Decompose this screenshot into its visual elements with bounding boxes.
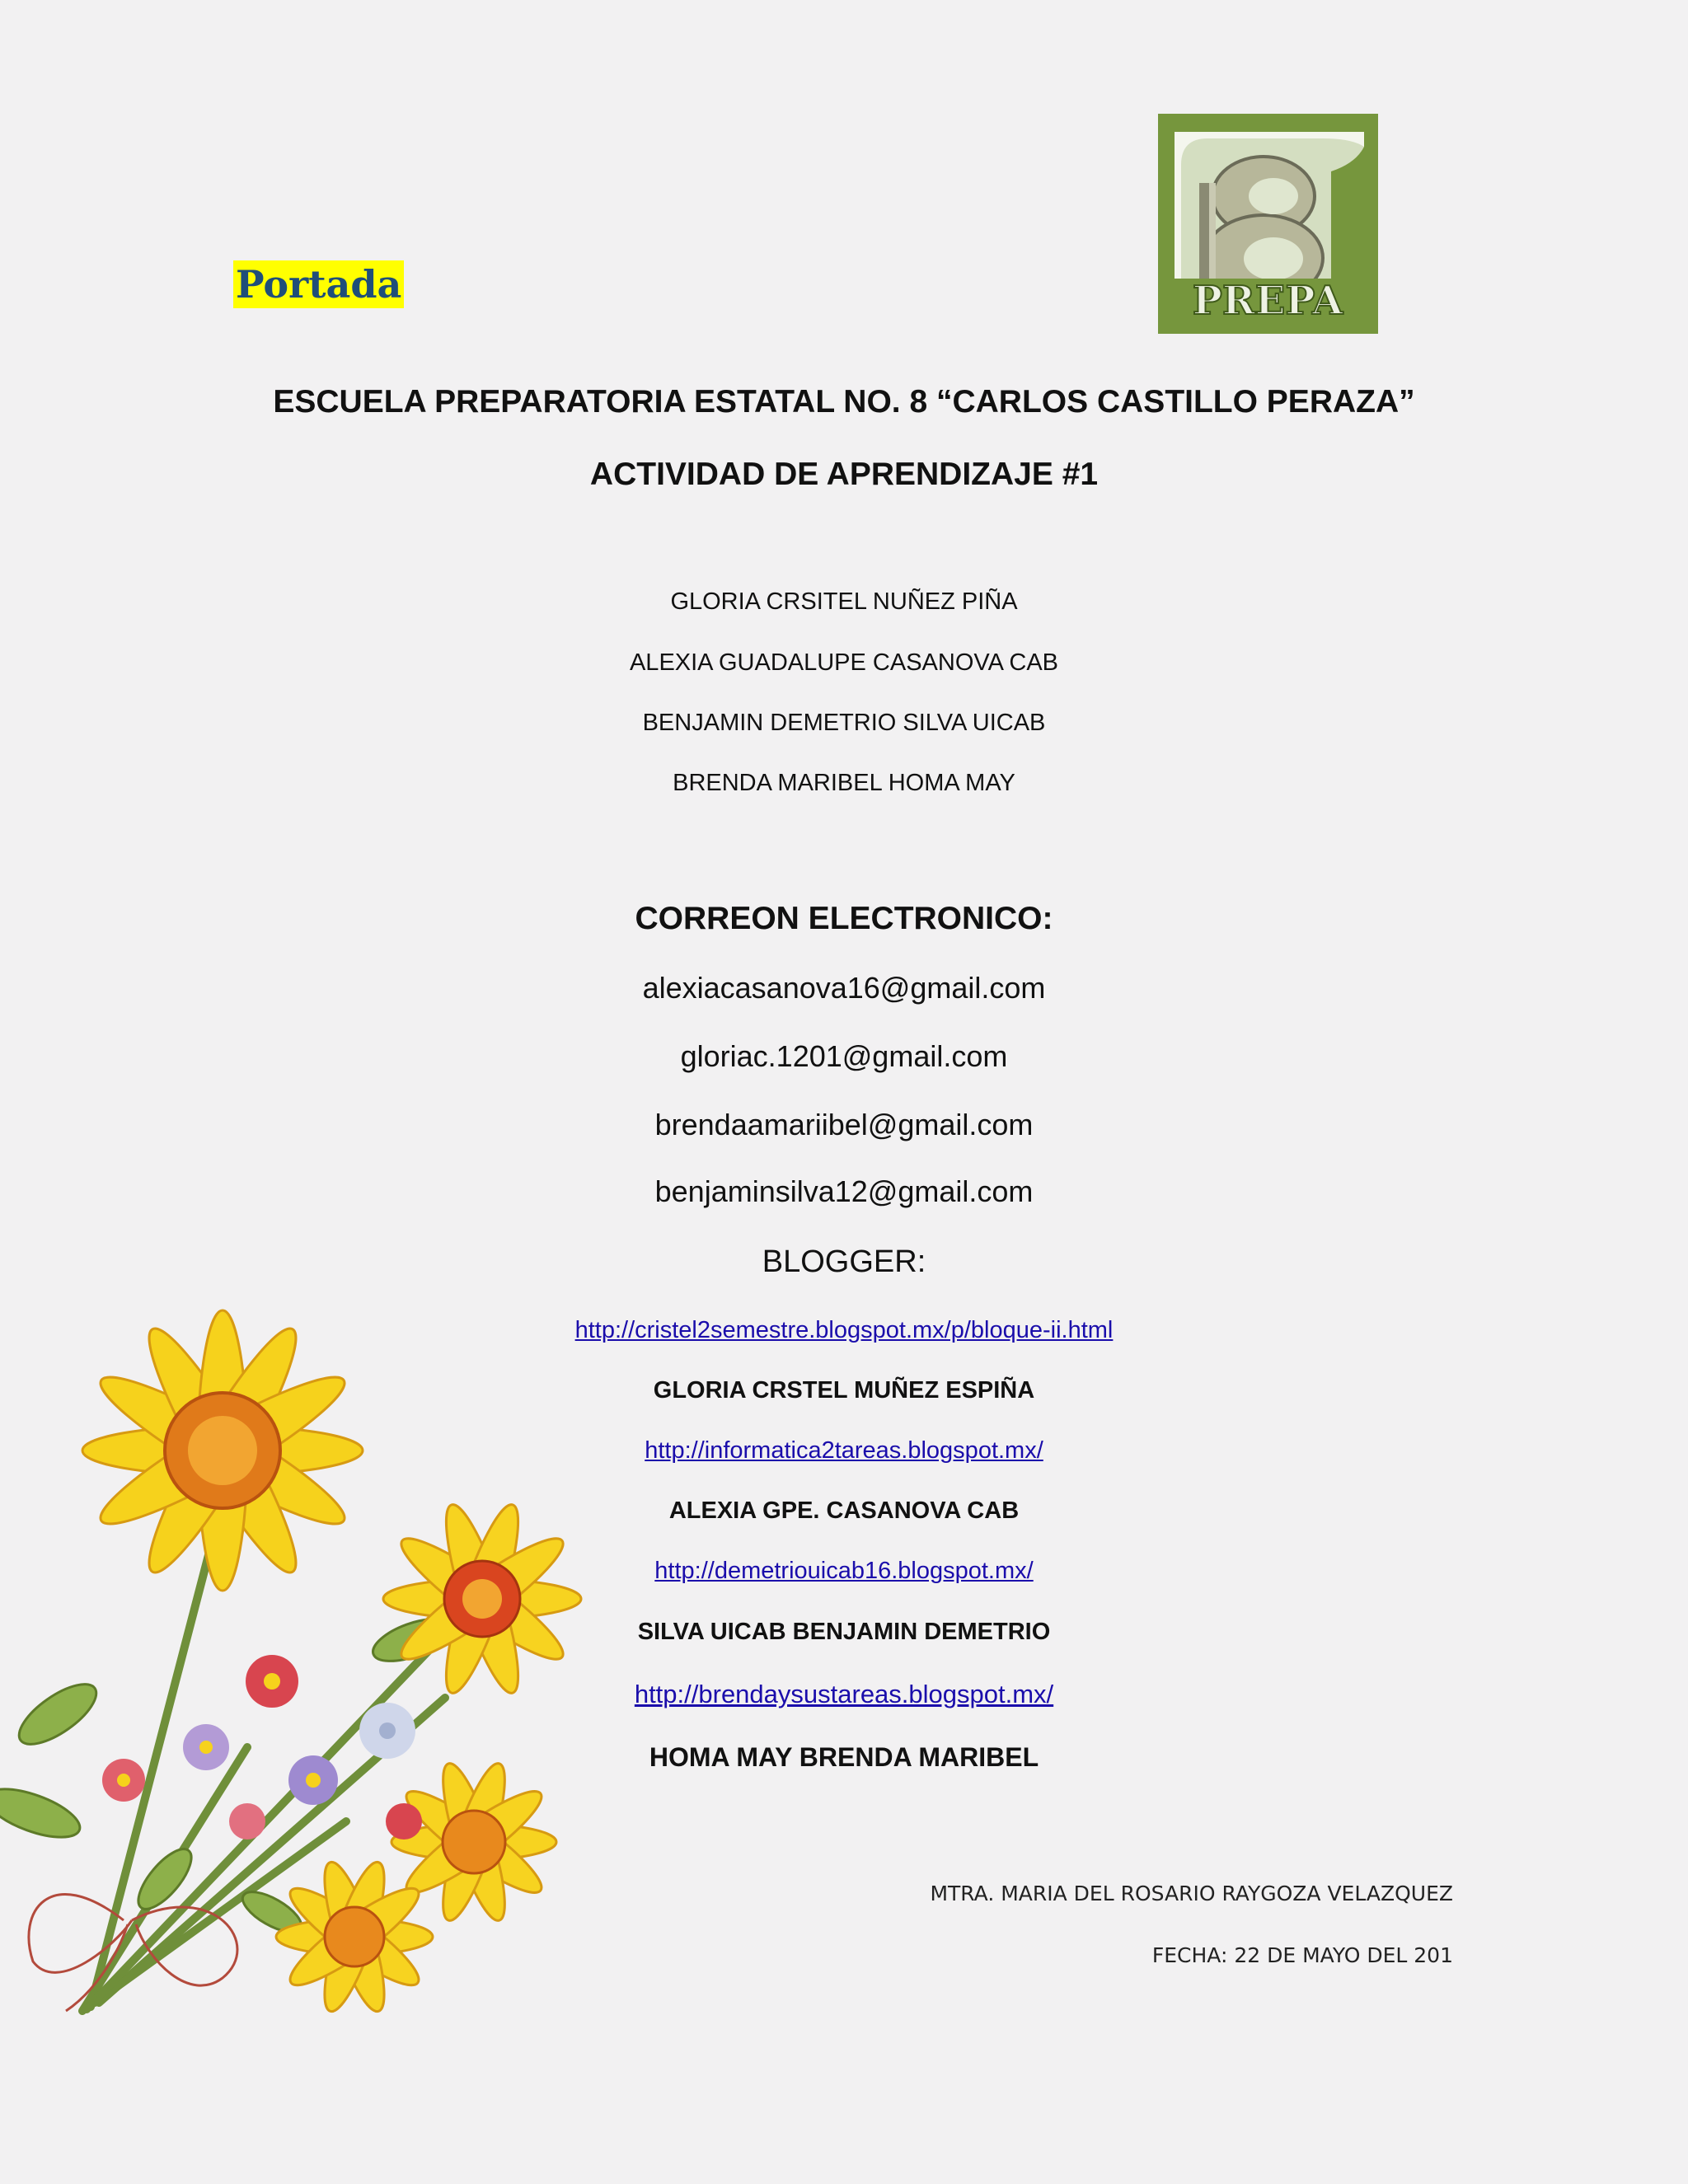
email-address: benjaminsilva12@gmail.com — [654, 1174, 1034, 1208]
blog-link[interactable]: http://demetriouicab16.blogspot.mx/ — [654, 1558, 1034, 1584]
blog-owner: SILVA UICAB BENJAMIN DEMETRIO — [637, 1619, 1051, 1645]
date-line: FECHA: 22 DE MAYO DEL 201 — [1151, 1943, 1453, 1967]
student-name: ALEXIA GUADALUPE CASANOVA CAB — [629, 649, 1059, 676]
blog-owner: HOMA MAY BRENDA MARIBEL — [649, 1742, 1039, 1772]
prepa-8-logo — [1158, 114, 1378, 334]
student-name: BRENDA MARIBEL HOMA MAY — [673, 770, 1015, 796]
blog-link[interactable]: http://cristel2semestre.blogspot.mx/p/bloque-ii.html — [574, 1317, 1114, 1343]
student-name: BENJAMIN DEMETRIO SILVA UICAB — [642, 710, 1046, 736]
email-address: alexiacasanova16@gmail.com — [642, 971, 1046, 1005]
blogger-heading: BLOGGER: — [762, 1244, 926, 1279]
school-title: ESCUELA PREPARATORIA ESTATAL NO. 8 “CARLOS CASTILLO PERAZA” — [273, 384, 1415, 419]
logo-text: PREPA — [1192, 278, 1343, 324]
activity-title: ACTIVIDAD DE APRENDIZAJE #1 — [589, 457, 1099, 492]
email-address: gloriac.1201@gmail.com — [680, 1039, 1008, 1073]
sunflower-bouquet-icon — [0, 1286, 626, 2027]
teacher-name: MTRA. MARIA DEL ROSARIO RAYGOZA VELAZQUEZ — [930, 1882, 1453, 1905]
blog-link[interactable]: http://informatica2tareas.blogspot.mx/ — [645, 1437, 1043, 1464]
email-address: brendaamariibel@gmail.com — [654, 1108, 1034, 1141]
email-heading: CORREON ELECTRONICO: — [635, 901, 1053, 936]
blog-link[interactable]: http://brendaysustareas.blogspot.mx/ — [634, 1680, 1054, 1708]
blog-owner: ALEXIA GPE. CASANOVA CAB — [668, 1497, 1020, 1524]
student-name: GLORIA CRSITEL NUÑEZ PIÑA — [670, 588, 1018, 615]
blog-owner: GLORIA CRSTEL MUÑEZ ESPIÑA — [653, 1377, 1035, 1404]
portada-heading: Portada — [233, 260, 404, 308]
